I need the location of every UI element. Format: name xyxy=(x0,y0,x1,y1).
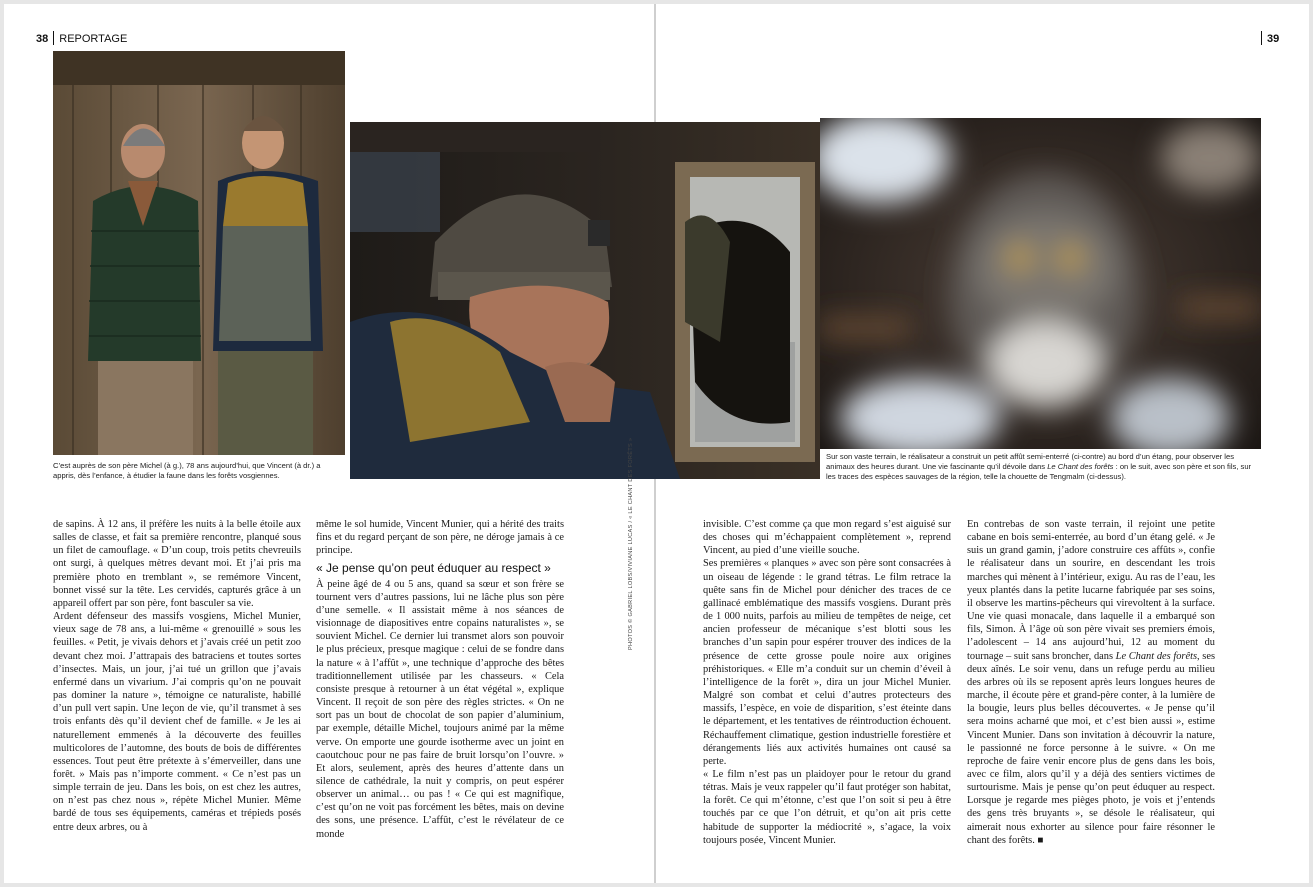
subheading: « Je pense qu’on peut éduquer au respect » xyxy=(316,561,551,576)
article-column-4 xyxy=(967,518,1215,847)
page-number-right: 39 xyxy=(1267,33,1280,45)
paragraph: même le sol humide, Vincent Munier, qui a hérité des traits fins et du regard perçant de son père, ne déroge jamais à ce principe. xyxy=(316,519,564,557)
caption-film-title: Le Chant des forêts xyxy=(1047,462,1114,471)
right-caption xyxy=(826,452,1260,482)
portrait-photo-michel-vincent xyxy=(53,51,345,455)
photo-credit: PHOTOS © GABRIEL LOBS/VIVIANE LUCAS / « LE CHANT DES FORÊTS » xyxy=(628,437,634,650)
paragraph: « Le film n’est pas un plaidoyer pour le retour du grand tétras. Mais je veux rappeler qu’il faut protéger son habitat, la forêt. Ce qui m’étonne, c’est que l’on soit si peu à être touchés par ce que l’on détruit, et qu’on ait pris cette habitude de supporter la médiocrité », s’agace, la voix toujours posée, Vincent Munier. xyxy=(703,768,951,846)
paragraph: À peine âgé de 4 ou 5 ans, quand sa sœur et son frère se tournent vers d’autres passions, lui ne lâche plus son père d’une semelle. « Il assistait même à nos séances de visionnage de diapositives entre copains naturalistes », se souvient Michel. Ce dernier lui transmet alors son pouvoir le plus précieux, presque magique : celui de se fondre dans la nature « à l’affût », une technique d’approche des bêtes traditionnellement utilisée par les chasseurs. « Cela consiste presque à retourner à un état végétal », explique Vincent. Il reçoit de son père des règles strictes. « On ne sort pas un bout de chocolat de son papier d’aluminium, par exemple, détaille Michel, toujours animé par la même verve. On emporte une gourde isotherme avec un joint en caoutchouc pour ne pas faire de bruit lorsqu’on l’ouvre. » Et alors, seulement, après des heures d’attente dans un silence de cathédrale, la nuit y compris, on peut espérer observer un animal… ou pas ! « Ce qui est magnifique, c’est qu’on ne voit pas forcément les bêtes, mais on devine des sons, une présence. L’affût, c’est le révélateur de ce monde xyxy=(316,578,564,840)
folio-separator xyxy=(53,31,54,45)
folio-separator xyxy=(1261,31,1262,45)
paragraph: invisible. C’est comme ça que mon regard s’est aiguisé sur des choses qui m’échappaient complètement », reprend Vincent, au pied d’une vieille souche. xyxy=(703,519,951,557)
hide-photo-vincent xyxy=(350,122,820,479)
left-caption: C’est auprès de son père Michel (à g.), 78 ans aujourd’hui, que Vincent (à dr.) a appris, dès l’enfance, à étudier la faune dans les forêts vosgiennes. xyxy=(53,461,321,480)
end-mark: ■ xyxy=(1037,834,1044,846)
paragraph: Ses premières « planques » avec son père sont consacrées à un oiseau de légende : le grand tétras. Le film retrace la quête sans fin de Michel pour dénicher des traces de ce gallinacé emblématique des massifs vosgiens. Durant près de 1 000 nuits, parfois au milieu de tempêtes de neige, cet ancien professeur de mécanique s’est blotti sous les branches d’un sapin pour espérer trouver des indices de la présence de cette grosse poule noire aux origines préhistoriques. « Elle m’a conduit sur un chemin d’éveil à l’intelligence de la forêt », dira un jour Michel Munier. Malgré son combat et celui d’autres protecteurs des massifs, l’espèce, en voie de disparition, s’est éteinte dans le département, et les tentatives de réintroduction échouent. Réchauffement climatique, gestion industrielle forestière et dérangements liés aux activités humaines ont causé sa perte. xyxy=(703,558,951,767)
right-folio xyxy=(1256,31,1279,45)
paragraph: Ardent défenseur des massifs vosgiens, Michel Munier, vieux sage de 78 ans, a lui-même « grenouillé » sous les feuilles. « Petit, je vivais dehors et j’avais créé un petit zoo devant chez moi. J’attrapais des batraciens et toutes sortes d’insectes. Mais, un jour, j’ai tué un grillon que j’avais enfermé dans un vivarium. J’ai compris qu’on ne pouvait pas dominer la nature », témoigne ce naturaliste, habillé d’un pull vert sapin. Une leçon de vie, qu’il transmet à ses trois enfants dès qu’il devient chef de famille. « Je les ai naturellement emmenés à la découverte des feuilles multicolores de l’automne, des bouts de bois de différentes essences. Tout peut être prétexte à s’émerveiller, dans une forêt. » Mais pas n’importe comment. « Ce n’est pas un simple terrain de jeu. Dans les bois, on est chez les autres, on n’est pas chez nous », répète Michel Munier. Même bardé de tous ses équipements, caméras et trépieds posés entre deux arbres, ou à xyxy=(53,611,301,833)
paragraph xyxy=(967,518,1215,847)
section-label: REPORTAGE xyxy=(59,33,128,45)
left-folio xyxy=(36,31,127,45)
article-column-1 xyxy=(53,518,301,834)
caption-text-1: Sur son vaste terrain, le réalisateur a construit un petit affût semi-enterré (ci-contre) au bord d’un étang, pour observer les animaux des heures durant. Une vie fascinante qu’il dévoile dans xyxy=(826,452,1235,471)
article-column-3 xyxy=(703,518,951,847)
owl-photo-blurred xyxy=(820,118,1261,449)
film-title: Le Chant des forêts xyxy=(1115,650,1198,662)
caption-text-2: : on le suit, avec son père et son fils, sur les traces des espèces sauvages de la région, telle la chouette de Tengmalm (ci-dessus). xyxy=(826,462,1252,481)
text-run: En contrebas de son vaste terrain, il rejoint une petite cabane en bois semi-enterrée, au bord d’un étang gelé. « Je suis un grand gamin, j’adore construire ces affûts », confie le réalisateur dans un sourire, en descendant les trois marches qui mènent à l’intérieur, exigu. Au ras de l’eau, les yeux plantés dans la petite lucarne fabriquée par ses soins, il observe les martins-pêcheurs qui virevoltent à la surface. Une vie quasi monacale, dans laquelle il a embarqué son fils, Simon. À l’âge où son père vivait ses premiers émois, l’adolescent – 14 ans aujourd’hui, 12 au moment du tournage – suit sans broncher, dans xyxy=(967,519,1215,662)
text-run: , ses deux aînés. Le soir venu, dans un refuge perdu au milieu des arbres où ils se reposent après leurs longues heures de marche, il écoute père et grand-père conter, à la lumière de la bougie, leurs plus belles découvertes. « Je pense qu’il sera moins acharné que moi, et c’est bien aussi », estime Vincent Munier. Dans son invitation à découvrir la nature, le passionné ne force personne à le suivre. « On me reproche de faire venir encore plus de gens dans les bois, avec ce film, alors qu’il y a déjà des sentiers victimes de surtourisme. Mais je pense qu’on peut éduquer au respect. Lorsque je regarde mes pièges photo, je vois et j’entends des gens très bruyants », se désole le réalisateur, qui aimerait nous exhorter au silence pour faire résonner le chant des forêts. xyxy=(967,650,1215,846)
article-column-2 xyxy=(316,518,564,841)
paragraph: de sapins. À 12 ans, il préfère les nuits à la belle étoile aux salles de classe, et fait sa première rencontre, planqué sous un filet de camouflage. « D’un coup, trois petits chevreuils ont surgi, à quelques mètres devant moi. Et j’ai pris ma première photo en tremblant », se remémore Vincent, bonnet vissé sur la tête. Les cervidés, capturés grâce à un appareil offert par son père, font basculer sa vie. xyxy=(53,519,301,609)
page-number-left: 38 xyxy=(36,33,49,45)
